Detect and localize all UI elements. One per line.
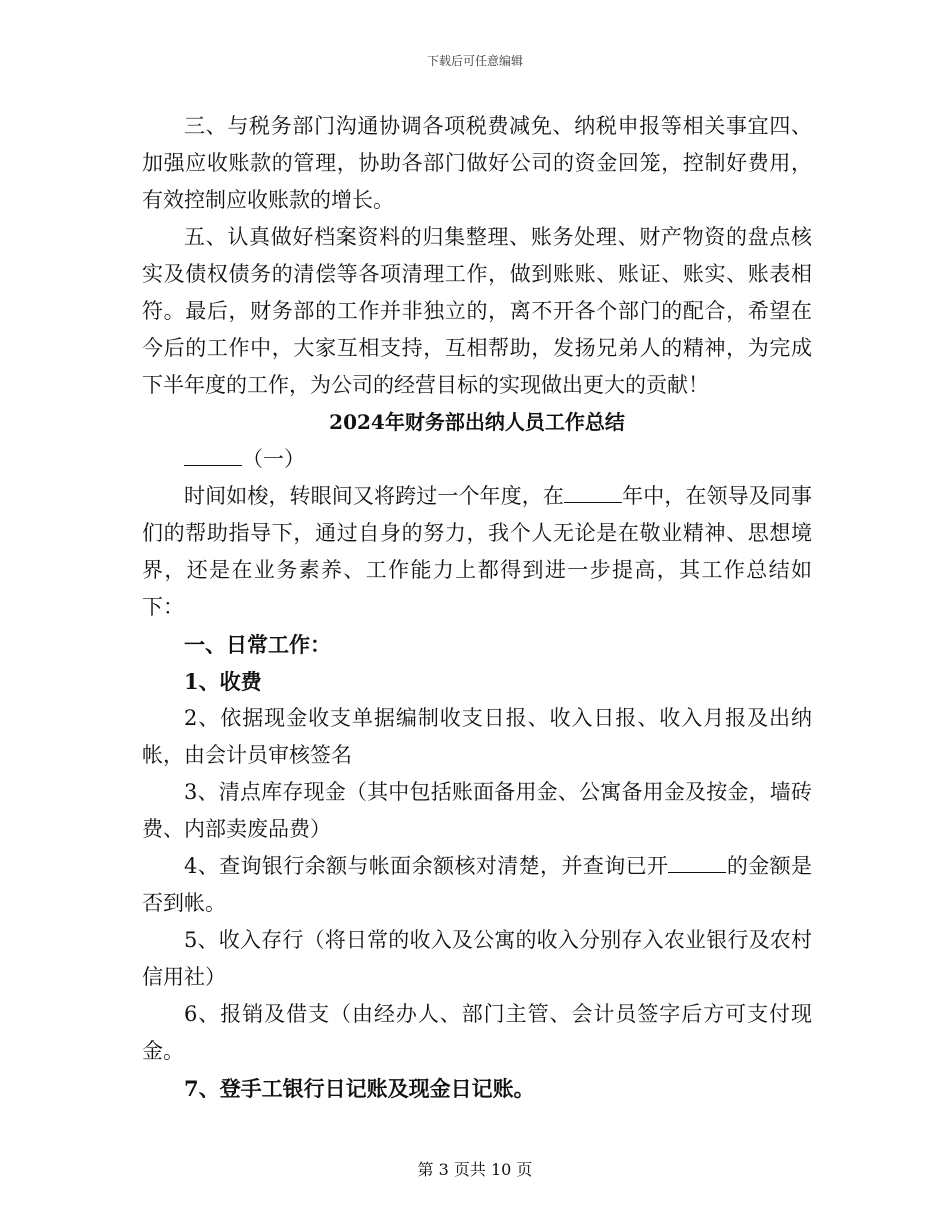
item-3-cash-count: 3、清点库存现金（其中包括账面备用金、公寓备用金及按金，墙砖费、内部卖废品费） xyxy=(142,780,812,841)
fill-in-blank xyxy=(668,871,726,873)
paragraph-introduction xyxy=(142,478,812,626)
item-7-journals: 7、登手工银行日记账及现金日记账。 xyxy=(184,1076,535,1101)
item-6-reimbursement: 6、报销及借支（由经办人、部门主管、会计员签字后方可支付现金。 xyxy=(142,1002,812,1063)
item-1-fee-collection: 1、收费 xyxy=(184,669,262,694)
item-4-text-end: 的金额是否到帐。 xyxy=(142,854,813,915)
item-4-bank-reconciliation xyxy=(142,848,812,922)
heading-daily-work: 一、日常工作： xyxy=(184,632,331,657)
page-number: 第 3 页共 10 页 xyxy=(417,1160,533,1179)
document-body xyxy=(142,108,812,1107)
section-title: 2024年财务部出纳人员工作总结 xyxy=(329,410,625,434)
fill-in-blank xyxy=(184,464,242,466)
fill-in-blank xyxy=(564,501,622,503)
intro-text-end: 年中，在领导及同事们的帮助指导下，通过自身的努力，我个人无论是在敬业精神、思想境界，还是在业务素养、工作能力上都得到进一步提高，其工作总结如下： xyxy=(142,484,812,619)
paragraph-archives-and-closing: 五、认真做好档案资料的归集整理、账务处理、财产物资的盘点核实及债权债务的清偿等各项清理工作，做到账账、账证、账实、账表相符。最后，财务部的工作并非独立的，离不开各个部门的配合，希望在今后的工作中，大家互相支持，互相帮助，发扬兄弟人的精神，为完成下半年度的工作，为公司的经营目标的实现做出更大的贡献！ xyxy=(142,225,812,397)
paragraph-tax-and-receivables: 三、与税务部门沟通协调各项税费减免、纳税申报等相关事宜四、加强应收账款的管理，协助各部门做好公司的资金回笼，控制好费用，有效控制应收账款的增长。 xyxy=(142,114,812,212)
paragraph-part-one-label xyxy=(142,441,812,478)
intro-text-start: 时间如梭，转眼间又将跨过一个年度，在 xyxy=(184,484,564,508)
item-2-daily-reports: 2、依据现金收支单据编制收支日报、收入日报、收入月报及出纳帐，由会计员审核签名 xyxy=(142,706,812,767)
header-note: 下载后可任意编辑 xyxy=(426,54,523,68)
item-4-text-start: 4、查询银行余额与帐面余额核对清楚，并查询已开 xyxy=(184,854,669,878)
item-5-deposits: 5、收入存行（将日常的收入及公寓的收入分别存入农业银行及农村信用社） xyxy=(142,928,812,989)
part-one-label: （一） xyxy=(242,447,305,471)
